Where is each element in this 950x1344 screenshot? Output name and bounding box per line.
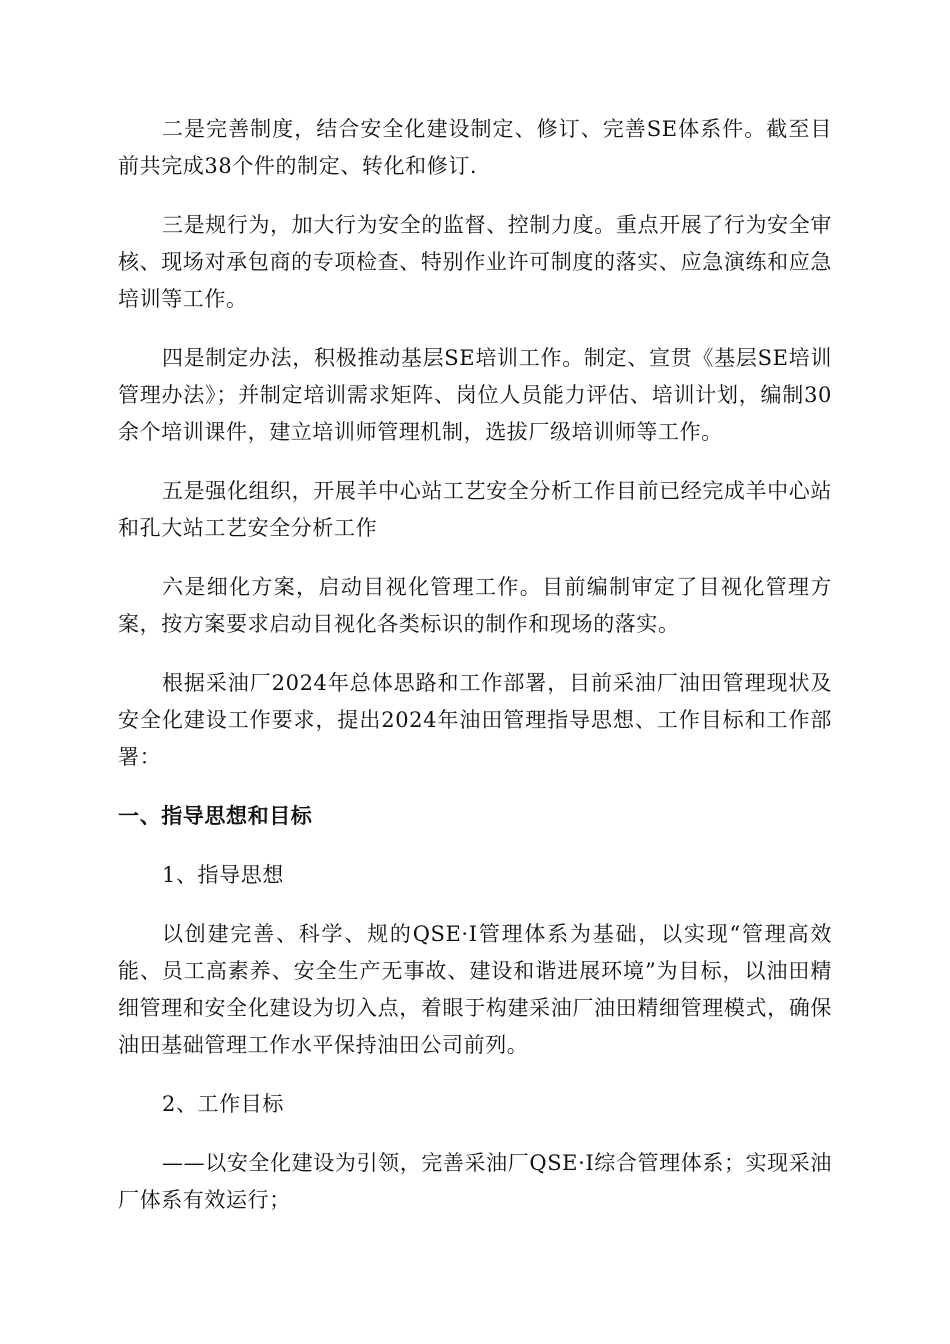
subheading-guiding-thought: 1、指导思想 [162, 863, 284, 887]
paragraph-5-process-safety: 五是强化组织，开展羊中心站工艺安全分析工作目前已经完成羊中心站和孔大站工艺安全分析工作 [118, 479, 832, 540]
paragraph-3-regulate-behavior: 三是规行为，加大行为安全的监督、控制力度。重点开展了行为安全审核、现场对承包商的专项检查、特别作业许可制度的落实、应急演练和应急培训等工作。 [118, 213, 832, 311]
section-heading-guiding-ideas: 一、指导思想和目标 [118, 804, 313, 828]
paragraph-work-goals: ——以安全化建设为引领，完善采油厂QSE·I综合管理体系；实现采油厂体系有效运行； [118, 1151, 832, 1212]
paragraph-guiding-thought: 以创建完善、科学、规的QSE·I管理体系为基础，以实现“管理高效能、员工高素养、安全生产无事故、建设和谐进展环境”为目标，以油田精细管理和安全化建设为切入点，着眼于构建采油厂油田精细管理模式，确保油田基础管理工作水平保持油田公司前列。 [118, 922, 832, 1057]
paragraph-6-visual-management: 六是细化方案，启动目视化管理工作。目前编制审定了目视化管理方案，按方案要求启动目视化各类标识的制作和现场的落实。 [118, 575, 832, 636]
paragraph-2-perfect-system: 二是完善制度，结合安全化建设制定、修订、完善SE体系件。截至目前共完成38个件的制定、转化和修订. [118, 117, 832, 178]
paragraph-2024-plan-intro: 根据采油厂2024年总体思路和工作部署，目前采油厂油田管理现状及安全化建设工作要求，提出2024年油田管理指导思想、工作目标和工作部署： [118, 671, 832, 769]
subheading-work-goals: 2、工作目标 [162, 1092, 284, 1116]
paragraph-4-training-method: 四是制定办法，积极推动基层SE培训工作。制定、宣贯《基层SE培训管理办法》；并制定培训需求矩阵、岗位人员能力评估、培训计划，编制30余个培训课件，建立培训师管理机制，选拔厂级培训师等工作。 [118, 346, 832, 444]
